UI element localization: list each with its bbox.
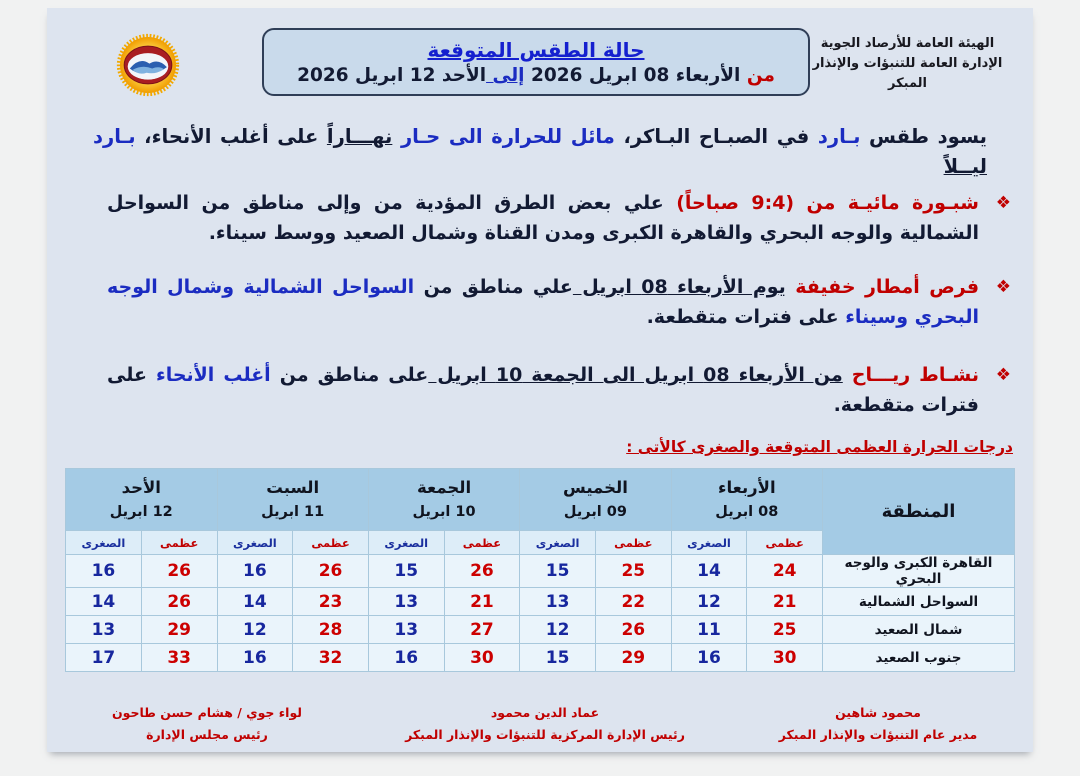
max-temp-cell: 28 xyxy=(293,616,369,644)
table-row xyxy=(66,555,1015,588)
signature-name: عماد الدين محمود xyxy=(490,705,600,720)
min-temp-cell: 15 xyxy=(520,644,596,672)
max-temp-cell: 25 xyxy=(747,616,823,644)
met-authority-logo-icon xyxy=(113,32,183,98)
bullet-diamond-icon: ❖ xyxy=(995,277,1011,297)
table-header-day xyxy=(671,469,822,531)
table-header-region: المنطقة xyxy=(823,469,1015,555)
max-temp-cell: 33 xyxy=(141,644,217,672)
min-temp-cell: 14 xyxy=(66,588,142,616)
day-date: 08 ابريل xyxy=(715,504,779,521)
min-temp-cell: 13 xyxy=(520,588,596,616)
max-temp-cell: 22 xyxy=(595,588,671,616)
signature-board-chairman xyxy=(87,702,327,746)
min-temp-cell: 16 xyxy=(217,644,293,672)
organization-name xyxy=(800,34,1015,94)
text-segment: علي بعض الطرق المؤدية من وإلى مناطق من السواحل الشمالية والوجه البحري والقاهرة الكبرى ومدن القناة وشمال الصعيد ووسط سيناء. xyxy=(107,192,979,245)
text-segment: على مناطق من xyxy=(270,364,429,386)
table-header-day xyxy=(520,469,671,531)
max-temp-cell: 32 xyxy=(293,644,369,672)
text-segment: علي مناطق من xyxy=(414,276,573,298)
org-line2: الإدارة العامة للتنبؤات والإنذار المبكر xyxy=(812,56,1003,92)
subheader-max: عظمى xyxy=(444,531,520,555)
signature-name: لواء جوي / هشام حسن طاحون xyxy=(111,705,303,720)
max-temp-cell: 21 xyxy=(747,588,823,616)
min-temp-cell: 16 xyxy=(368,644,444,672)
table-header-day xyxy=(368,469,519,531)
subheader-max: عظمى xyxy=(595,531,671,555)
min-temp-cell: 13 xyxy=(368,588,444,616)
text-segment: إلى xyxy=(486,65,525,86)
report-title-box xyxy=(262,28,810,96)
region-cell: جنوب الصعيد xyxy=(823,644,1015,672)
min-temp-cell: 14 xyxy=(671,555,747,588)
report-date-range xyxy=(297,65,775,86)
max-temp-cell: 26 xyxy=(293,555,369,588)
bullet-diamond-icon: ❖ xyxy=(995,365,1011,385)
min-temp-cell: 13 xyxy=(368,616,444,644)
text-segment: الأربعاء 08 ابريل 2026 xyxy=(524,65,741,86)
wind-bullet xyxy=(107,360,1011,420)
min-temp-cell: 17 xyxy=(66,644,142,672)
subheader-min: الصغرى xyxy=(217,531,293,555)
subheader-min: الصغرى xyxy=(368,531,444,555)
subheader-min: الصغرى xyxy=(520,531,596,555)
rain-bullet-text xyxy=(107,276,979,328)
min-temp-cell: 14 xyxy=(217,588,293,616)
min-temp-cell: 12 xyxy=(520,616,596,644)
max-temp-cell: 26 xyxy=(444,555,520,588)
table-header-day xyxy=(66,469,218,531)
text-segment: شبـورة مائيـة من (9:4 صباحاً) xyxy=(663,192,979,214)
day-name: السبت xyxy=(266,477,320,497)
max-temp-cell: 30 xyxy=(747,644,823,672)
subheader-max: عظمى xyxy=(747,531,823,555)
max-temp-cell: 24 xyxy=(747,555,823,588)
subheader-max: عظمى xyxy=(293,531,369,555)
wind-bullet-text xyxy=(107,364,979,416)
subheader-min: الصغرى xyxy=(671,531,747,555)
day-name: الخميس xyxy=(563,477,628,497)
rain-bullet xyxy=(107,272,1011,332)
temperature-table xyxy=(65,468,1015,672)
text-segment: نشـاط ريـــاح xyxy=(842,364,980,386)
text-segment: مائل للحرارة الى حـار xyxy=(392,125,615,148)
day-date: 12 ابريل xyxy=(109,504,173,521)
report-title: حالة الطقس المتوقعة xyxy=(427,38,645,62)
subheader-max: عظمى xyxy=(141,531,217,555)
temperature-table-title: درجات الحرارة العظمى المتوقعة والصغرى كالأتى : xyxy=(626,438,1013,456)
max-temp-cell: 26 xyxy=(141,588,217,616)
min-temp-cell: 15 xyxy=(368,555,444,588)
weather-summary-paragraph xyxy=(93,122,987,182)
text-segment: يوم الأربعاء 08 ابريل xyxy=(572,276,786,298)
min-temp-cell: 12 xyxy=(671,588,747,616)
text-segment: بـارد xyxy=(809,125,861,148)
max-temp-cell: 26 xyxy=(141,555,217,588)
day-name: الأحد xyxy=(121,477,161,497)
region-cell: القاهرة الكبرى والوجه البحري xyxy=(823,555,1015,588)
text-segment: في الصبـاح البـاكر، xyxy=(614,125,810,148)
table-row xyxy=(66,644,1015,672)
max-temp-cell: 29 xyxy=(595,644,671,672)
region-cell: السواحل الشمالية xyxy=(823,588,1015,616)
min-temp-cell: 16 xyxy=(217,555,293,588)
weather-bulletin-document xyxy=(47,8,1033,752)
min-temp-cell: 13 xyxy=(66,616,142,644)
fog-bullet-text xyxy=(107,192,979,244)
bullet-diamond-icon: ❖ xyxy=(995,193,1011,213)
table-row xyxy=(66,588,1015,616)
signatures-row xyxy=(87,702,993,746)
day-date: 09 ابريل xyxy=(563,504,627,521)
min-temp-cell: 16 xyxy=(66,555,142,588)
signature-forecast-director xyxy=(763,702,993,746)
max-temp-cell: 21 xyxy=(444,588,520,616)
text-segment: ليــلاً xyxy=(943,155,987,179)
text-segment: الأحد 12 ابريل 2026 xyxy=(297,65,487,86)
max-temp-cell: 29 xyxy=(141,616,217,644)
max-temp-cell: 30 xyxy=(444,644,520,672)
table-row xyxy=(66,616,1015,644)
signature-title: رئيس مجلس الإدارة xyxy=(146,726,268,742)
text-segment: على أغلب الأنحاء، xyxy=(135,125,327,148)
subheader-min: الصغرى xyxy=(66,531,142,555)
text-segment: أغلب الأنحاء xyxy=(146,364,271,386)
day-date: 11 ابريل xyxy=(261,504,325,521)
max-temp-cell: 25 xyxy=(595,555,671,588)
text-segment: نهـــاراً xyxy=(326,125,393,148)
day-date: 10 ابريل xyxy=(412,504,476,521)
text-segment: يسود طقس xyxy=(860,125,987,148)
table-header-day xyxy=(217,469,368,531)
min-temp-cell: 12 xyxy=(217,616,293,644)
text-segment: على فترات متقطعة. xyxy=(646,306,839,329)
org-line1: الهيئة العامة للأرصاد الجوية xyxy=(820,36,995,51)
min-temp-cell: 11 xyxy=(671,616,747,644)
text-segment: بـارد xyxy=(93,125,136,148)
day-name: الجمعة xyxy=(417,477,472,497)
signature-title: مدير عام التنبؤات والإنذار المبكر xyxy=(778,726,978,742)
signature-central-admin-head xyxy=(395,702,695,746)
region-cell: شمال الصعيد xyxy=(823,616,1015,644)
text-segment: من xyxy=(740,65,775,86)
signature-name: محمود شاهين xyxy=(835,705,921,720)
day-name: الأربعاء xyxy=(718,477,776,497)
max-temp-cell: 27 xyxy=(444,616,520,644)
text-segment: السواحل الشمالية وشمال الوجه البحري وسيناء xyxy=(107,276,979,329)
fog-bullet xyxy=(107,188,1011,248)
max-temp-cell: 26 xyxy=(595,616,671,644)
text-segment: فرص أمطار خفيفة xyxy=(785,276,980,298)
min-temp-cell: 16 xyxy=(671,644,747,672)
text-segment: من الأربعاء 08 ابريل الى الجمعة 10 ابريل xyxy=(428,364,843,386)
signature-title: رئيس الإدارة المركزية للتنبؤات والإنذار المبكر xyxy=(405,726,685,742)
text-segment: على فترات متقطعة. xyxy=(107,364,979,417)
max-temp-cell: 23 xyxy=(293,588,369,616)
min-temp-cell: 15 xyxy=(520,555,596,588)
